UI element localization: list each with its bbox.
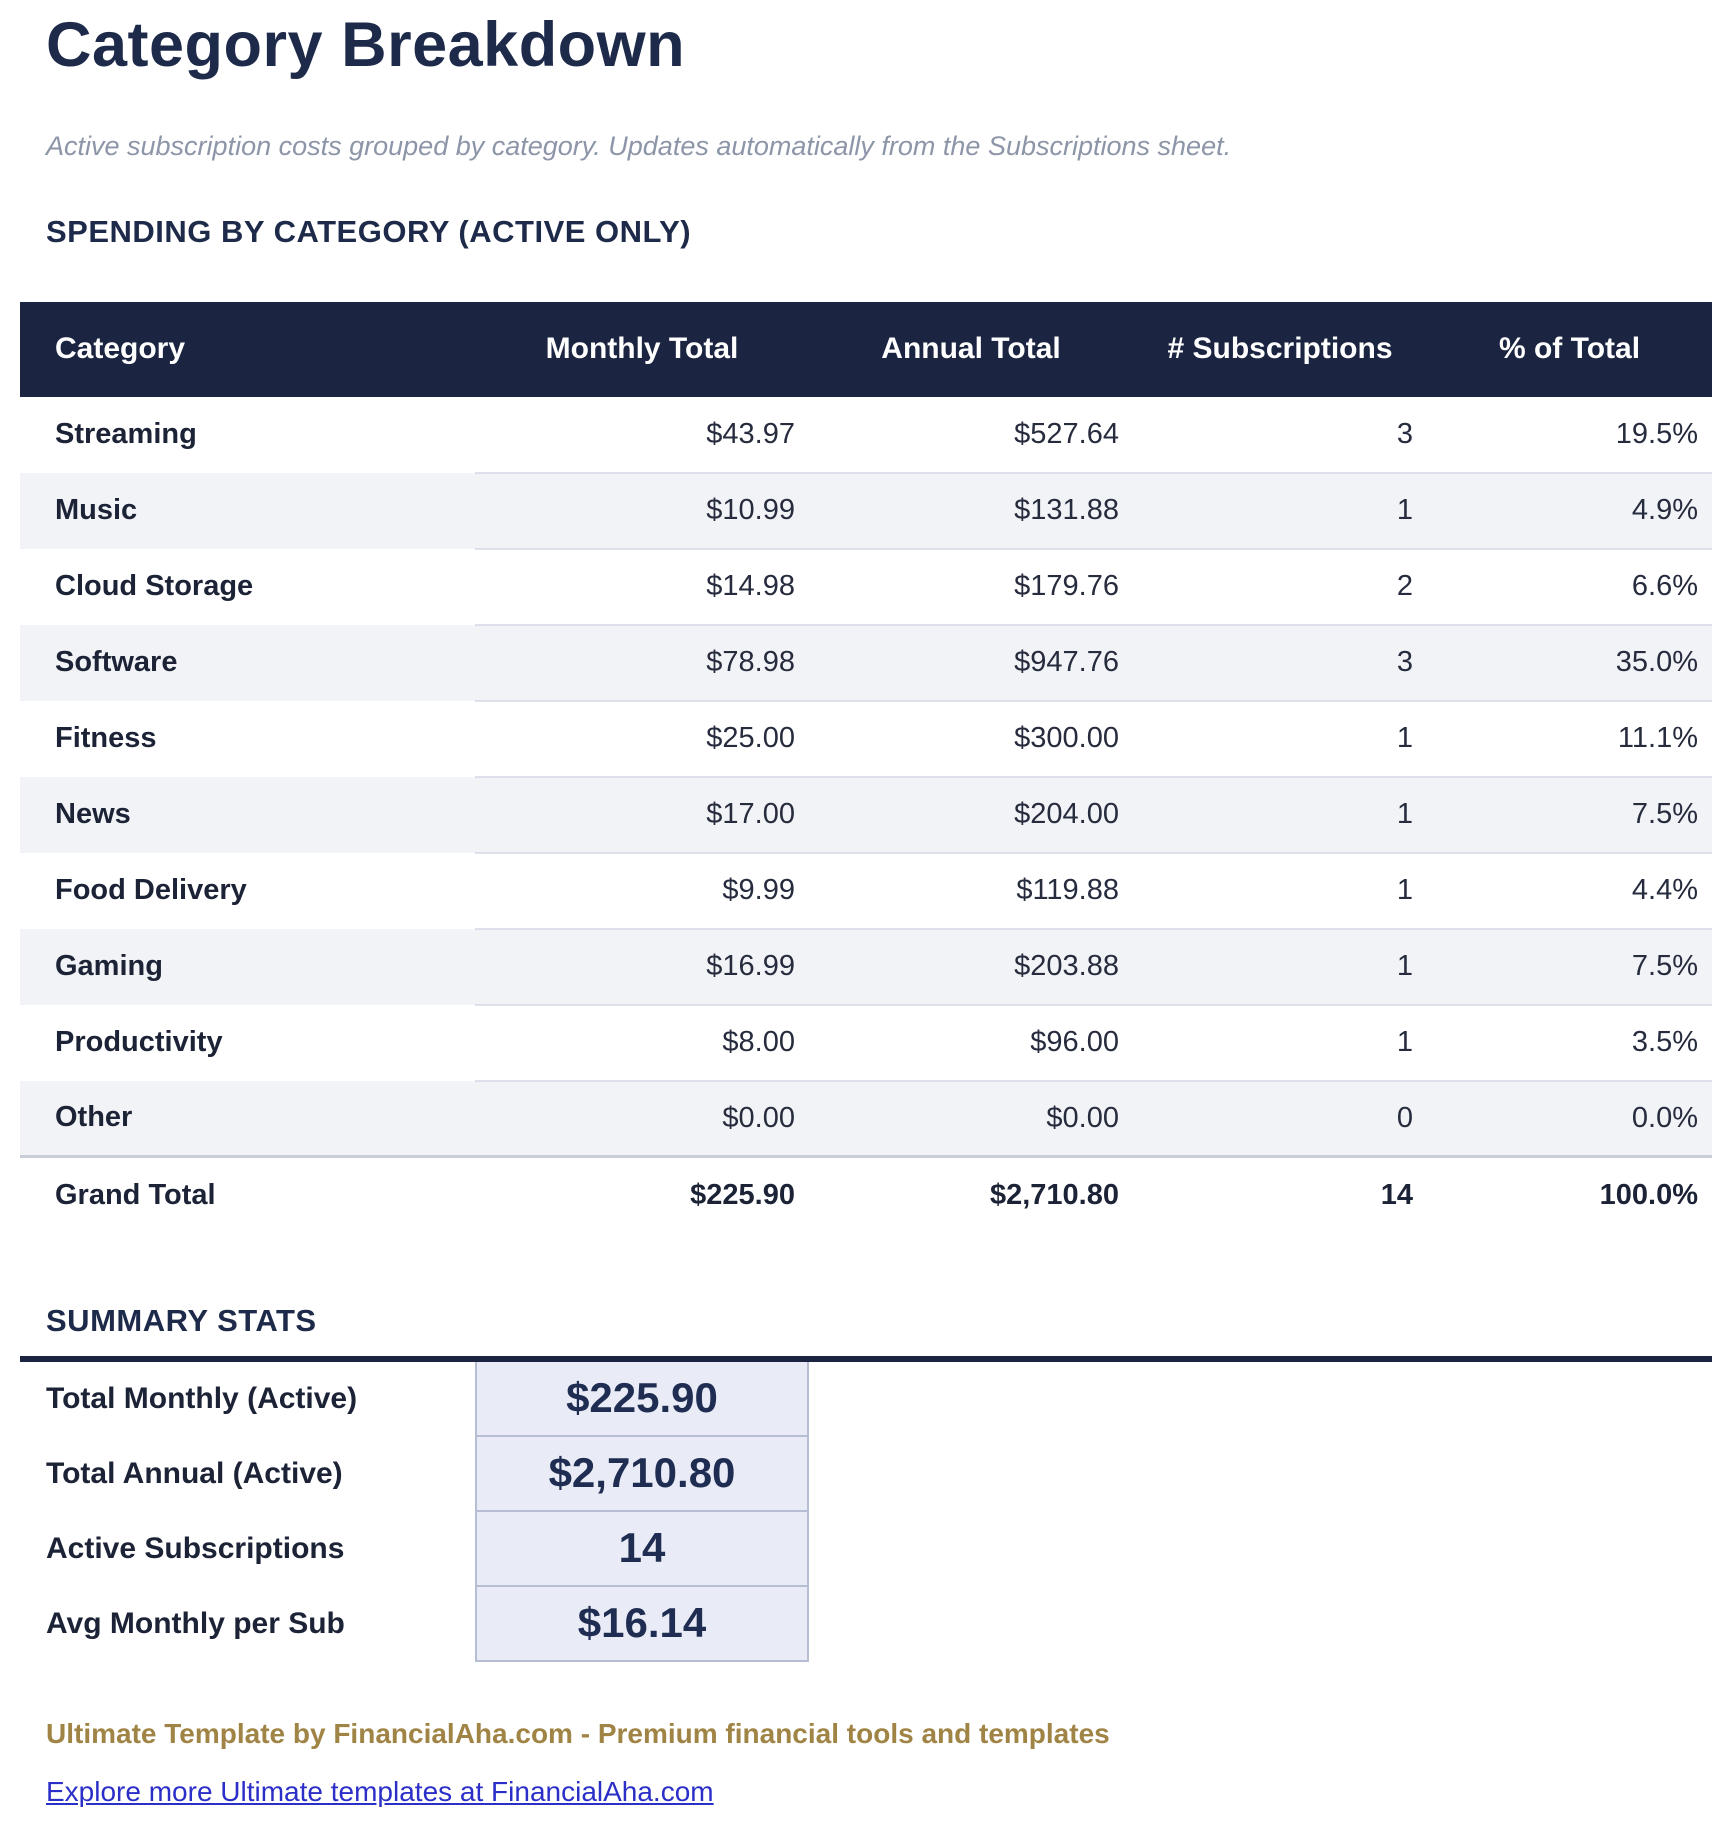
- percent-cell: 7.5%: [1427, 929, 1712, 1005]
- annual-total-cell: $2,710.80: [809, 1157, 1133, 1233]
- summary-stats-block: [20, 1356, 1712, 1662]
- page-subtitle: Active subscription costs grouped by category. Updates automatically from the Subscriptions sheet.: [46, 130, 1232, 161]
- percent-cell: 4.4%: [1427, 853, 1712, 929]
- category-cell: Software: [20, 625, 475, 701]
- explore-templates-link[interactable]: Explore more Ultimate templates at FinancialAha.com: [46, 1775, 714, 1807]
- table-row: [20, 777, 1712, 853]
- table-row: [20, 1081, 1712, 1157]
- summary-label: Total Monthly (Active): [46, 1382, 358, 1416]
- summary-label: Active Subscriptions: [46, 1532, 345, 1566]
- category-cell: Music: [20, 473, 475, 549]
- table-row: [20, 397, 1712, 473]
- category-cell: Other: [20, 1081, 475, 1157]
- annual-total-cell: $947.76: [809, 625, 1133, 701]
- monthly-total-cell: $78.98: [475, 625, 809, 701]
- header-cell-monthly-total: Monthly Total: [475, 302, 809, 397]
- monthly-total-cell: $8.00: [475, 1005, 809, 1081]
- table-row: [20, 929, 1712, 1005]
- header-cell-annual-total: Annual Total: [809, 302, 1133, 397]
- subscriptions-cell: 1: [1133, 929, 1427, 1005]
- subscriptions-cell: 1: [1133, 777, 1427, 853]
- subscriptions-cell: 3: [1133, 397, 1427, 473]
- table-header-row: [20, 302, 1712, 397]
- header-cell-percent-of-total: % of Total: [1427, 302, 1712, 397]
- percent-cell: 7.5%: [1427, 777, 1712, 853]
- spending-table: [20, 302, 1712, 1233]
- percent-cell: 11.1%: [1427, 701, 1712, 777]
- report-page: [0, 10, 1732, 1808]
- header-cell-category: Category: [20, 302, 475, 397]
- subscriptions-cell: 2: [1133, 549, 1427, 625]
- summary-row: [20, 1437, 1712, 1512]
- annual-total-cell: $131.88: [809, 473, 1133, 549]
- category-cell: Grand Total: [20, 1157, 475, 1233]
- category-cell: Food Delivery: [20, 853, 475, 929]
- category-cell: Fitness: [20, 701, 475, 777]
- grand-total-row: [20, 1157, 1712, 1233]
- subscriptions-cell: 1: [1133, 473, 1427, 549]
- subscriptions-cell: 1: [1133, 701, 1427, 777]
- summary-row: [20, 1587, 1712, 1662]
- annual-total-cell: $204.00: [809, 777, 1133, 853]
- summary-label: Total Annual (Active): [46, 1457, 343, 1491]
- header-cell-subscriptions: # Subscriptions: [1133, 302, 1427, 397]
- table-row: [20, 853, 1712, 929]
- table-row: [20, 1005, 1712, 1081]
- subscriptions-cell: 1: [1133, 853, 1427, 929]
- category-cell: Gaming: [20, 929, 475, 1005]
- summary-value-box: 14: [475, 1512, 809, 1587]
- annual-total-cell: $96.00: [809, 1005, 1133, 1081]
- annual-total-cell: $527.64: [809, 397, 1133, 473]
- table-row: [20, 701, 1712, 777]
- percent-cell: 4.9%: [1427, 473, 1712, 549]
- summary-row: [20, 1362, 1712, 1437]
- annual-total-cell: $300.00: [809, 701, 1133, 777]
- percent-cell: 3.5%: [1427, 1005, 1712, 1081]
- monthly-total-cell: $14.98: [475, 549, 809, 625]
- annual-total-cell: $179.76: [809, 549, 1133, 625]
- summary-value-box: $16.14: [475, 1587, 809, 1662]
- summary-value-box: $2,710.80: [475, 1437, 809, 1512]
- table-row: [20, 473, 1712, 549]
- percent-cell: 0.0%: [1427, 1081, 1712, 1157]
- subscriptions-cell: 1: [1133, 1005, 1427, 1081]
- table-row: [20, 549, 1712, 625]
- annual-total-cell: $119.88: [809, 853, 1133, 929]
- percent-cell: 100.0%: [1427, 1157, 1712, 1233]
- subscriptions-cell: 3: [1133, 625, 1427, 701]
- monthly-total-cell: $9.99: [475, 853, 809, 929]
- monthly-total-cell: $16.99: [475, 929, 809, 1005]
- subscriptions-cell: 14: [1133, 1157, 1427, 1233]
- monthly-total-cell: $225.90: [475, 1157, 809, 1233]
- monthly-total-cell: $17.00: [475, 777, 809, 853]
- table-row: [20, 625, 1712, 701]
- percent-cell: 19.5%: [1427, 397, 1712, 473]
- category-cell: News: [20, 777, 475, 853]
- category-cell: Streaming: [20, 397, 475, 473]
- percent-cell: 35.0%: [1427, 625, 1712, 701]
- summary-row: [20, 1512, 1712, 1587]
- section-heading-summary: SUMMARY STATS: [46, 1302, 317, 1338]
- monthly-total-cell: $43.97: [475, 397, 809, 473]
- summary-label: Avg Monthly per Sub: [46, 1607, 345, 1641]
- percent-cell: 6.6%: [1427, 549, 1712, 625]
- annual-total-cell: $203.88: [809, 929, 1133, 1005]
- summary-value-box: $225.90: [475, 1362, 809, 1437]
- footer-brand-text: Ultimate Template by FinancialAha.com - Premium financial tools and templates: [46, 1717, 1110, 1749]
- monthly-total-cell: $10.99: [475, 473, 809, 549]
- monthly-total-cell: $25.00: [475, 701, 809, 777]
- section-heading-spending: SPENDING BY CATEGORY (ACTIVE ONLY): [46, 213, 692, 249]
- category-cell: Productivity: [20, 1005, 475, 1081]
- subscriptions-cell: 0: [1133, 1081, 1427, 1157]
- annual-total-cell: $0.00: [809, 1081, 1133, 1157]
- page-title: Category Breakdown: [46, 10, 686, 80]
- category-cell: Cloud Storage: [20, 549, 475, 625]
- monthly-total-cell: $0.00: [475, 1081, 809, 1157]
